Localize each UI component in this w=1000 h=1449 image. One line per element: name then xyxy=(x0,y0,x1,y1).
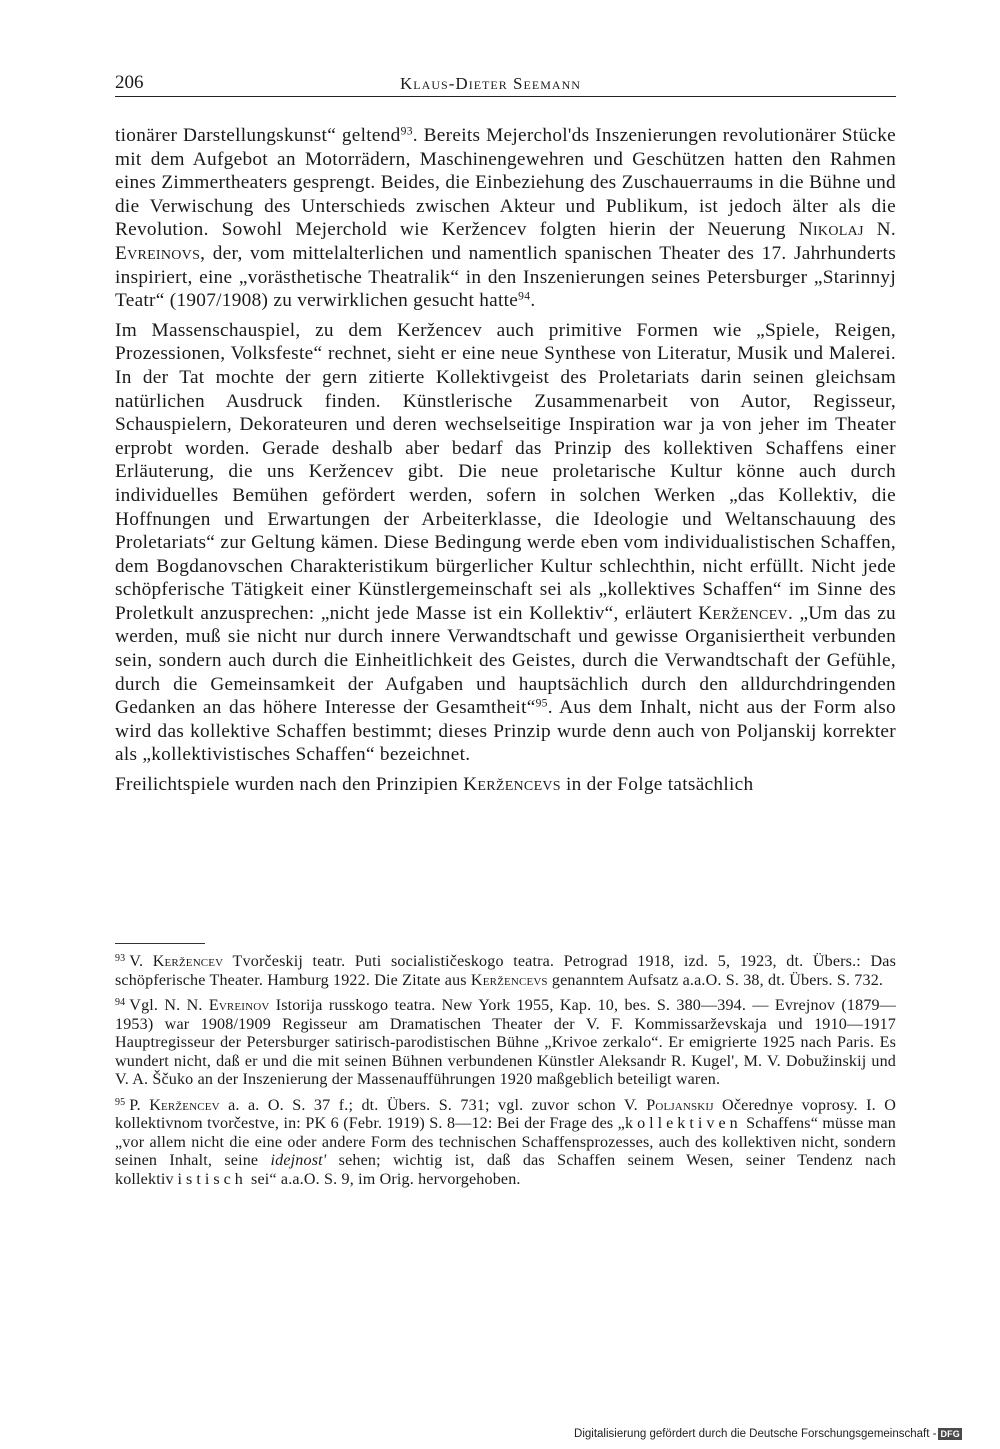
text-run: genanntem Aufsatz a.a.O. S. 38, dt. Übers. S. 732. xyxy=(547,971,884,989)
author-name: Poljanskij xyxy=(646,1096,714,1114)
digitization-notice xyxy=(574,1428,962,1440)
footnote-95 xyxy=(115,1097,896,1190)
text-run: Vgl. N. N. xyxy=(129,997,209,1014)
paragraph-3 xyxy=(115,773,896,797)
footnote-ref-93: 93 xyxy=(400,124,413,138)
footnote-separator xyxy=(115,943,205,944)
author-name: Keržencev xyxy=(152,953,224,970)
text-run: Tvorčeskij teatr. Puti socialističeskogo teatra. Petrograd 1918, izd. 5, 1923, dt. Übers.: Das schöpferische Theater. Hamburg 1922. Die Zitate aus xyxy=(115,953,897,989)
italic-term: idejnost' xyxy=(270,1152,327,1169)
text-run: . xyxy=(530,290,536,312)
paragraph-2 xyxy=(115,319,896,767)
author-name-kerzencev: Keržencev xyxy=(698,602,788,624)
text-run: , der, vom mittelalterlichen und namentlich spanischen Theater des 17. Jahrhunderts inspiriert, eine „vorästhetische Theatralik“ in den Inszenierungen seines Petersburger „Starinnyj Teatr“ (1907/1908) zu verwirklichen gesucht hatte xyxy=(115,242,896,312)
text-run: . Aus dem Inhalt, nicht aus der Form also wird das kollektive Schaffen bestimmt; dieses Prinzip wurde denn auch von Poljanskij korrekter als „kollektivistisches Schaffen“ bezeichnet. xyxy=(115,697,896,766)
paragraph-1 xyxy=(115,124,896,313)
text-run: tionärer Darstellungskunst“ geltend xyxy=(115,125,401,146)
text-run: in der Folge tatsächlich xyxy=(560,774,754,796)
author-name-kerzencevs: Keržencevs xyxy=(463,774,561,796)
text-run: Schaffens“ müsse man „vor allem nicht die eine oder andere Form des technischen Schaffensprozesses, auch des kollektiven nicht, sondern seinen Inhalt, seine xyxy=(115,1115,897,1169)
author-name: Keržencev xyxy=(149,1096,220,1114)
text-run: V. xyxy=(129,953,153,970)
author-name: Evreinov xyxy=(208,997,270,1014)
text-run: sei“ a.a.O. S. 9, im Orig. hervorgehoben. xyxy=(246,1170,521,1188)
text-run: sehen; wichtig ist, daß das Schaffen seinem Wesen, seiner Tendenz nach kollekti xyxy=(115,1152,896,1188)
funding-note: Digitalisierung gefördert durch die Deutsche Forschungsgemeinschaft - xyxy=(574,1428,937,1440)
text-run: P. xyxy=(129,1096,150,1114)
main-text xyxy=(115,124,896,797)
text-run: Istorija russkogo teatra. New York 1955, Kap. 10, bes. S. 380—394. — Evrejnov (1879—1953) war 1908/1909 Regisseur am Dramatischen Theater der V. F. Kommissarževskaja und 1910—1917 Hauptregisseur der Petersburger satirisch-parodistischen Bühne „Krivoe zerkalo“. Er emigrierte 1925 nach Paris. Es wundert nicht, daß er und die mit seinen Bühnen verbundenen Künstler Aleksandr R. Kugel', M. V. Dobužinskij und V. A. Ščuko an der Inszenierung der Massenaufführungen 1920 maßgeblich beteiligt waren. xyxy=(115,997,896,1088)
footnote-ref-95: 95 xyxy=(535,696,548,710)
text-run: Očerednye voprosy. I. O kollektivnom tvorčestve, in: PK 6 (Febr. 1919) S. 8—12: Bei der Frage des „ xyxy=(115,1096,896,1132)
text-run: Im Massenschauspiel, zu dem Keržencev auch primitive Formen wie „Spiele, Reigen, Prozessionen, Volksfeste“ rechnet, sieht er eine neue Synthese von Literatur, Musik und Malerei. In der Tat mochte der gern zitierte Kollektivgeist des Proletariats darin seinen gleichsam natürlichen Ausdruck finden. Künstlerische Zusammenarbeit von Autor, Regisseur, Schauspielern, Dekorateuren und deren wechselseitige Inspiration war ja von jeher im Theater erprobt worden. Gerade deshalb aber bedarf das Prinzip des kollektiven Schaffens einer Erläuterung, die uns Keržencev gibt. Die neue proletarische Kultur könne auch durch individuelles Bemühen gefördert werden, sofern in solchen Werken „das Kollektiv, die Hoffnungen und Erwartungen der Arbeiterklasse, die Ideologie und Weltanschauung des Proletariats“ zur Geltung kämen. Diese Bedingung werde eben vom individualistischen Schaffen, dem Bogdanovschen Charakteristikum bürgerlicher Kultur schlechthin, nicht erfüllt. Nicht jede schöpferische Tätigkeit einer Künstlergemeinschaft sei als „kollektives Schaffen“ im Sinne des Proletkult anzusprechen: „nicht jede Masse ist ein Kollektiv“, erläutert xyxy=(115,319,896,624)
running-head-author: Klaus-Dieter Seemann xyxy=(400,74,581,93)
text-run: . „Um das zu werden, muß sie nicht nur durch innere Verwandtschaft und gewisse Organisiertheit verbunden sein, sondern auch durch die Einheitlichkeit des Geistes, durch die Verwandtschaft der Gefühle, durch die Gemeinsamkeit der Aufgaben und hauptsächlich durch den alldurchdringenden Gedanken an das höhere Interesse der Gesamtheit“ xyxy=(115,602,896,719)
author-name: Keržencevs xyxy=(470,971,548,989)
text-run: Freilichtspiele wurden nach den Prinzipien xyxy=(115,774,464,796)
page-header xyxy=(115,68,896,97)
spaced-emphasis: vistisch xyxy=(165,1170,247,1188)
text-run: . Bereits Mejerchol'ds Inszenierungen revolutionärer Stücke mit dem Aufgebot an Motorrädern, Maschinengewehren und Geschützen hatten den Rahmen eines Zimmertheaters gesprengt. Beides, die Einbeziehung des Zuschauerraums in die Bühne und die Verwischung des Unterschieds zwischen Akteur und Publikum, ist jedoch älter als die Revolution. Sowohl Mejerchold wie Keržencev folgten hierin der Neuerung xyxy=(115,125,897,241)
footnotes xyxy=(115,953,896,1189)
footnote-number: 94 xyxy=(115,997,126,1009)
spaced-emphasis: kollektiven xyxy=(625,1115,742,1132)
footnote-number: 93 xyxy=(115,953,126,965)
author-name-evreinov: Nikolaj N. Evreinovs xyxy=(115,219,896,264)
footnote-number: 95 xyxy=(115,1096,126,1108)
footnote-ref-94: 94 xyxy=(518,289,531,303)
footnote-93 xyxy=(115,953,896,990)
footnote-94 xyxy=(115,997,896,1090)
dfg-logo-icon: DFG xyxy=(940,1429,960,1439)
page-number: 206 xyxy=(115,72,144,93)
text-run: a. a. O. S. 37 f.; dt. Übers. S. 731; vgl. zuvor schon V. xyxy=(219,1096,647,1114)
